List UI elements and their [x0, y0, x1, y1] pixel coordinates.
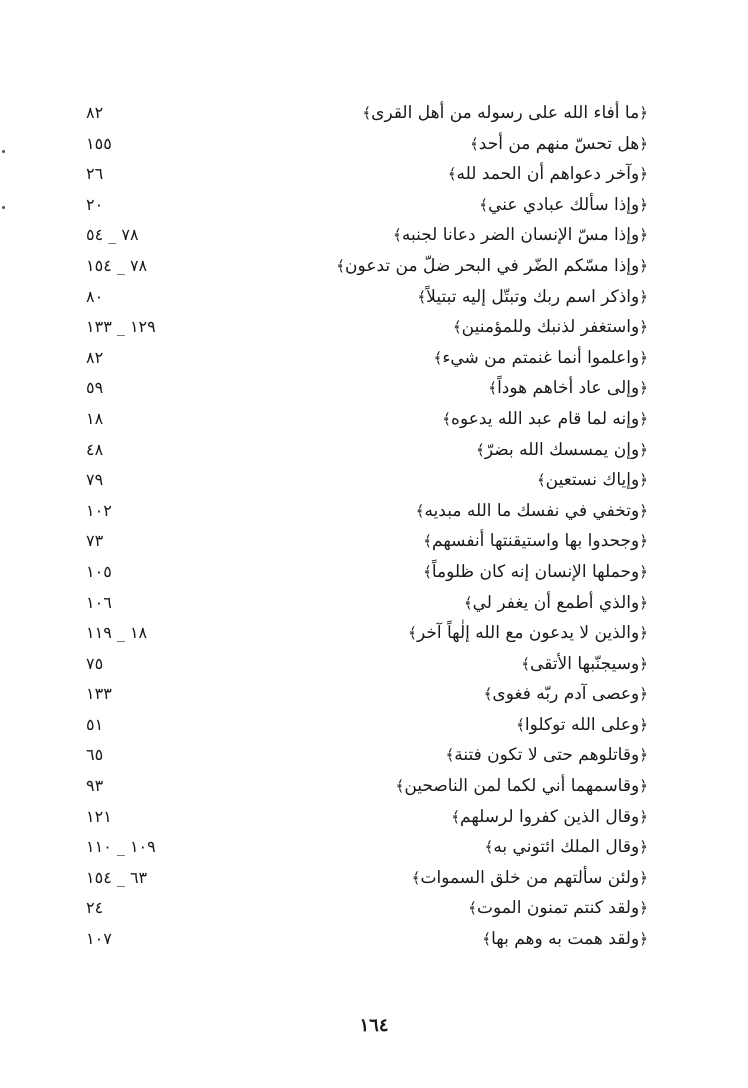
verse-words: واذكر اسم ربك وتبتّل إليه تبتيلاً	[426, 286, 640, 307]
verse-words: وإياك نستعين	[545, 470, 640, 491]
verse-text	[434, 345, 648, 371]
verse-words: ما أفاء الله على رسوله من أهل القرى	[371, 103, 640, 123]
open-ornate-bracket: ﴿	[639, 930, 648, 949]
verse-words: واعلموا أنما غنمتم من شيء	[442, 347, 640, 368]
index-row	[0, 710, 748, 741]
open-ornate-bracket: ﴿	[639, 379, 648, 398]
verse-words: وإذا مسّكم الضّر في البحر ضلّ من تدعون	[345, 255, 640, 276]
open-ornate-bracket: ﴿	[639, 471, 648, 490]
close-ornate-bracket: ﴾	[516, 715, 525, 734]
verse-words: وقاسمهما أني لكما لمن الناصحين	[404, 776, 640, 797]
close-ornate-bracket: ﴾	[536, 471, 546, 490]
verse-text	[417, 284, 648, 310]
close-ornate-bracket: ﴾	[417, 287, 427, 306]
verse-text	[448, 161, 648, 187]
index-row	[0, 190, 748, 221]
index-row	[0, 282, 748, 313]
open-ornate-bracket: ﴿	[639, 593, 648, 612]
verse-words: وجحدوا بها واستيقنتها أنفسهم	[432, 531, 640, 552]
page-reference: ٧٩	[86, 470, 104, 490]
open-ornate-bracket: ﴿	[639, 226, 648, 245]
close-ornate-bracket: ﴾	[488, 379, 498, 398]
open-ornate-bracket: ﴿	[639, 746, 648, 765]
close-ornate-bracket: ﴾	[469, 134, 479, 153]
page-number: ١٦٤	[359, 1015, 389, 1036]
verse-words: وإذا سألك عبادي عني	[488, 194, 640, 215]
verse-text	[464, 590, 648, 616]
index-row	[0, 98, 748, 129]
close-ornate-bracket: ﴾	[362, 104, 372, 122]
close-ornate-bracket: ﴾	[393, 226, 402, 245]
page-reference: ١٨	[86, 408, 104, 428]
close-ornate-bracket: ﴾	[483, 685, 493, 704]
verse-text	[423, 559, 648, 585]
verse-words: واستغفر لذنبك وللمؤمنين	[461, 317, 640, 338]
verse-text	[453, 314, 648, 340]
index-row	[0, 802, 748, 833]
open-ornate-bracket: ﴿	[639, 654, 648, 673]
verse-words: والذين لا يدعون مع الله إلٰهاً آخر	[416, 623, 640, 644]
verse-text	[482, 926, 648, 952]
verse-text	[516, 712, 648, 738]
page-reference: ٧٥	[86, 653, 104, 673]
index-row	[0, 740, 748, 771]
page-reference: ٨٢	[86, 103, 104, 122]
verse-words: وقال الذين كفروا لرسلهم	[460, 806, 640, 827]
open-ornate-bracket: ﴿	[639, 195, 648, 214]
verse-words: ولقد همت به وهم بها	[491, 929, 640, 950]
page-reference: ٢٠	[86, 194, 104, 214]
verse-text	[442, 406, 648, 432]
page-reference: ١٨ _ ١١٩	[86, 623, 148, 643]
verse-text	[479, 192, 648, 218]
index-row	[0, 618, 748, 649]
open-ornate-bracket: ﴿	[639, 562, 648, 581]
page-reference: ١٠٥	[86, 561, 112, 581]
verse-text	[537, 467, 648, 493]
open-ornate-bracket: ﴿	[639, 440, 648, 459]
page-reference: ١٠٩ _ ١١٠	[86, 837, 156, 857]
page-reference: ٧٨ _ ١٥٤	[86, 255, 148, 275]
verse-text	[468, 895, 648, 921]
index-row	[0, 649, 748, 680]
page-reference: ١٣٣	[86, 684, 112, 704]
verse-text	[521, 651, 648, 677]
close-ornate-bracket: ﴾	[411, 868, 421, 887]
verse-words: ولئن سألتهم من خلق السموات	[420, 867, 640, 888]
page-reference: ٥١	[86, 714, 104, 734]
close-ornate-bracket: ﴾	[452, 318, 462, 337]
open-ornate-bracket: ﴿	[639, 777, 648, 796]
close-ornate-bracket: ﴾	[423, 532, 433, 551]
index-row	[0, 220, 748, 251]
open-ornate-bracket: ﴿	[639, 838, 648, 857]
close-ornate-bracket: ﴾	[395, 777, 405, 796]
page-reference: ٢٤	[86, 898, 104, 918]
close-ornate-bracket: ﴾	[479, 195, 489, 214]
index-row	[0, 465, 748, 496]
index-row	[0, 771, 748, 802]
close-ornate-bracket: ﴾	[336, 256, 346, 275]
close-ornate-bracket: ﴾	[476, 440, 485, 459]
page-reference: ٧٣	[86, 531, 104, 551]
verse-text	[396, 773, 648, 799]
close-ornate-bracket: ﴾	[521, 654, 531, 673]
page-reference: ٨٢	[86, 347, 104, 367]
open-ornate-bracket: ﴿	[639, 348, 648, 367]
index-row	[0, 588, 748, 619]
page-reference: ١٠٧	[86, 929, 112, 949]
verse-text	[488, 375, 648, 401]
index-row	[0, 251, 748, 282]
open-ornate-bracket: ﴿	[639, 409, 648, 428]
verse-text	[485, 834, 648, 860]
page-reference: ٧٨ _ ٥٤	[86, 225, 139, 245]
verse-text	[336, 253, 648, 279]
verse-words: وتخفي في نفسك ما الله مبديه	[424, 500, 640, 521]
open-ornate-bracket: ﴿	[639, 899, 648, 918]
index-row	[0, 863, 748, 894]
verse-text	[470, 131, 648, 157]
page-reference: ٥٩	[86, 378, 104, 398]
close-ornate-bracket: ﴾	[408, 624, 417, 643]
page-reference: ٨٠	[86, 286, 104, 306]
open-ornate-bracket: ﴿	[639, 134, 648, 153]
verse-index-list	[0, 98, 748, 955]
page-reference: ٩٣	[86, 776, 104, 796]
index-row	[0, 404, 748, 435]
index-row	[0, 343, 748, 374]
verse-words: وإلى عاد أخاهم هوداً	[497, 378, 640, 399]
close-ornate-bracket: ﴾	[447, 165, 457, 184]
index-row	[0, 924, 748, 955]
open-ornate-bracket: ﴿	[639, 318, 648, 337]
index-row	[0, 557, 748, 588]
page-reference: ١٠٢	[86, 500, 112, 520]
verse-words: هل تحسّ منهم من أحد	[478, 133, 640, 154]
close-ornate-bracket: ﴾	[423, 562, 432, 581]
page-reference: ٦٣ _ ١٥٤	[86, 867, 148, 887]
close-ornate-bracket: ﴾	[442, 409, 452, 428]
open-ornate-bracket: ﴿	[639, 624, 648, 643]
open-ornate-bracket: ﴿	[639, 868, 648, 887]
close-ornate-bracket: ﴾	[445, 746, 455, 765]
open-ornate-bracket: ﴿	[639, 685, 648, 704]
page-reference: ١٠٦	[86, 592, 112, 612]
index-row	[0, 893, 748, 924]
close-ornate-bracket: ﴾	[433, 348, 443, 367]
open-ornate-bracket: ﴿	[639, 532, 648, 551]
verse-text	[476, 437, 648, 463]
close-ornate-bracket: ﴾	[482, 930, 492, 949]
index-row	[0, 129, 748, 160]
verse-text	[412, 865, 648, 891]
index-row	[0, 496, 748, 527]
open-ornate-bracket: ﴿	[639, 165, 648, 184]
open-ornate-bracket: ﴿	[639, 256, 648, 275]
page-reference: ١٢١	[86, 806, 112, 826]
index-row	[0, 679, 748, 710]
close-ornate-bracket: ﴾	[415, 501, 425, 520]
index-row	[0, 312, 748, 343]
verse-words: وعصى آدم ربّه فغوى	[492, 684, 640, 705]
close-ornate-bracket: ﴾	[484, 838, 494, 857]
verse-words: وعلى الله توكلوا	[524, 714, 640, 735]
page-reference: ١٢٩ _ ١٣٣	[86, 317, 156, 337]
verse-words: وإنه لما قام عبد الله يدعوه	[451, 408, 640, 429]
verse-words: وآخر دعواهم أن الحمد لله	[456, 164, 640, 185]
page-reference: ٦٥	[86, 745, 104, 765]
index-row	[0, 832, 748, 863]
verse-words: وإذا مسّ الإنسان الضر دعانا لجنبه	[401, 225, 640, 246]
open-ornate-bracket: ﴿	[639, 715, 648, 734]
verse-words: والذي أطمع أن يغفر لي	[472, 592, 640, 613]
verse-words: وقال الملك ائتوني به	[493, 837, 640, 858]
index-row	[0, 526, 748, 557]
verse-text	[408, 620, 648, 646]
verse-words: ولقد كنتم تمنون الموت	[476, 898, 640, 919]
close-ornate-bracket: ﴾	[468, 899, 477, 918]
index-row	[0, 435, 748, 466]
verse-text	[484, 681, 648, 707]
verse-text	[362, 100, 648, 126]
verse-words: وسيجنّبها الأتقى	[530, 653, 640, 674]
verse-text	[393, 222, 648, 248]
close-ornate-bracket: ﴾	[451, 807, 461, 826]
open-ornate-bracket: ﴿	[639, 501, 648, 520]
index-row	[0, 373, 748, 404]
verse-text	[416, 498, 648, 524]
open-ornate-bracket: ﴿	[639, 104, 648, 122]
close-ornate-bracket: ﴾	[463, 593, 473, 612]
page-reference: ١٥٥	[86, 133, 112, 153]
verse-words: وقاتلوهم حتى لا تكون فتنة	[454, 745, 640, 766]
verse-text	[445, 742, 648, 768]
verse-text	[423, 528, 648, 554]
verse-words: وإن يمسسك الله بضرّ	[484, 439, 640, 460]
index-row	[0, 159, 748, 190]
open-ornate-bracket: ﴿	[639, 287, 648, 306]
page-reference: ٢٦	[86, 164, 104, 184]
verse-text	[451, 804, 648, 830]
verse-words: وحملها الإنسان إنه كان ظلوماً	[431, 561, 640, 582]
open-ornate-bracket: ﴿	[639, 807, 648, 826]
page-reference: ٤٨	[86, 439, 104, 459]
